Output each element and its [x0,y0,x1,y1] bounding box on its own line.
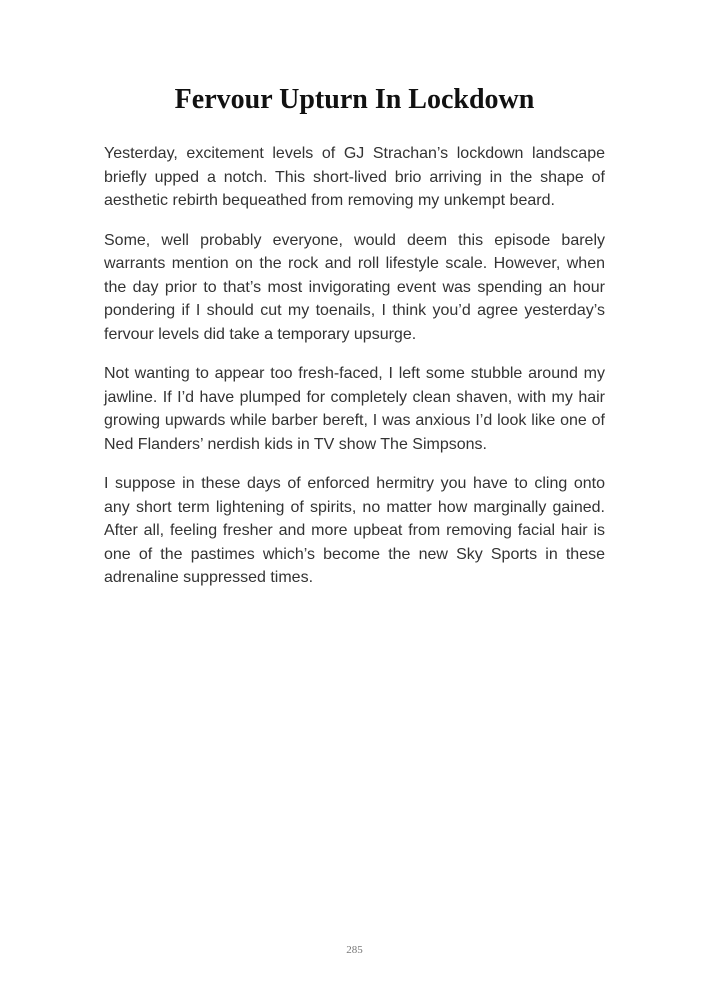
paragraph: Some, well probably everyone, would deem this episode barely warrants mention on the rock and roll lifestyle scale. However, when the day prior to that’s most invigorating event was spending an hour pondering if I should cut my toenails, I think you’d agree yesterday’s fervour levels did take a temporary upsurge. [104,231,605,343]
page-number: 285 [346,944,363,956]
chapter-title: Fervour Upturn In Lockdown [174,84,535,115]
body-text [104,142,605,606]
paragraph: Yesterday, excitement levels of GJ Strachan’s lockdown landscape briefly upped a notch. This short-lived brio arriving in the shape of aesthetic rebirth bequeathed from removing my unkempt beard. [104,145,605,209]
paragraph: I suppose in these days of enforced hermitry you have to cling onto any short term lightening of spirits, no matter how marginally gained. After all, feeling fresher and more upbeat from removing facial hair is one of the pastimes which’s become the new Sky Sports in these adrenaline suppressed times. [104,475,605,586]
paragraph: Not wanting to appear too fresh-faced, I left some stubble around my jawline. If I’d have plumped for completely clean shaven, with my hair growing upwards while barber bereft, I was anxious I’d look like one of Ned Flanders’ nerdish kids in TV show The Simpsons. [104,365,605,453]
